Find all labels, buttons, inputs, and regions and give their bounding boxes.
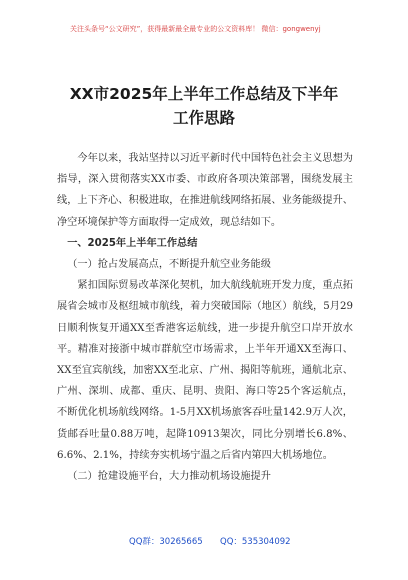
intro-paragraph: 今年以来，我站坚持以习近平新时代中国特色社会主义思想为指导，深入贯彻落实XX市委、市政府各项决策部署，围绕发展主线，上下齐心、积极进取，在推进航线网络拓展、业务能级提升、净空环境保护等方面取得一定成效，现总结如下。 <box>57 153 353 228</box>
footer-qq: QQ：535304092 <box>220 537 291 547</box>
top-banner: 关注头条号“公文研究”，获得最新最全最专业的公文资料库！ 微信：gongwenyj <box>70 25 321 33</box>
document-title-line1: XX市2025年上半年工作总结及下半年 <box>69 85 339 103</box>
section1-heading: 一、2025年上半年工作总结 <box>67 237 198 249</box>
document-body <box>57 148 353 487</box>
subsection1-paragraph: 紧扣国际贸易改革深化契机，加大航线航班开发力度，重点拓展省会城市及枢纽城市航线，着力突破国际（地区）航线，5月29日顺利恢复开通XX至香港客运航线，进一步提升航空口岸开放水平。精准对接浙中城市群航空市场需求，上半年开通XX至海口、XX至宜宾航线，加密XX至北京、广州、揭阳等航班，通航北京、广州、深圳、成都、重庆、昆明、贵阳、海口等25个客运航点，不断优化机场航线网络。1-5月XX机场旅客吞吐量142.9万人次，货邮吞吐量0.88万吨，起降10913架次，同比分别增长6.8%、6.6%、2.1%，持续夯实机场宁温之后省内第四大机场地位。 <box>57 280 353 461</box>
document-title-line2: 工作思路 <box>172 109 235 127</box>
subsection2-heading: （二）抢建设施平台，大力推动机场设施提升 <box>67 471 271 483</box>
footer-qq-group: QQ群：30265665 <box>129 537 203 547</box>
subsection1-heading: （一）抢占发展高点，不断提升航空业务能级 <box>67 259 271 271</box>
